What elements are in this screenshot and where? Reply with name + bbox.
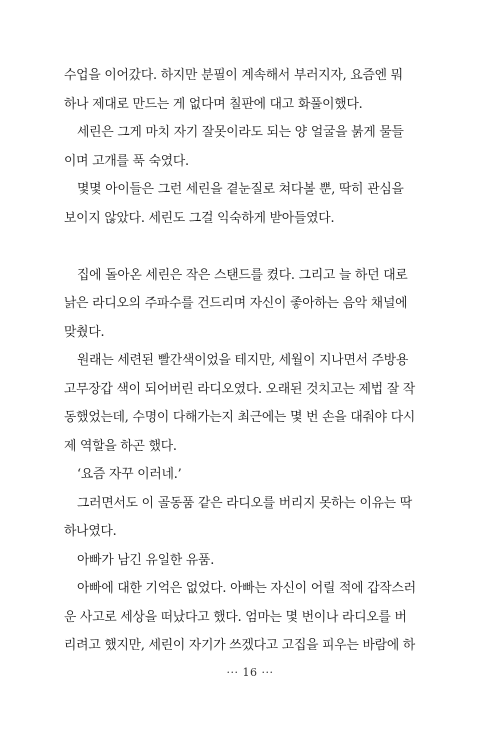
- section-break: [64, 233, 438, 262]
- text-line: 집에 돌아온 세린은 작은 스탠드를 켰다. 그리고 늘 하던 대로: [77, 267, 408, 283]
- text-line: 수업을 이어갔다. 하지만 분필이 계속해서 부러지자, 요즘엔 뭐: [64, 68, 403, 83]
- text-line: 하나였다.: [64, 524, 117, 539]
- text-line: 아빠가 남긴 유일한 유품.: [77, 552, 215, 568]
- text-line: 고무장갑 색이 되어버린 라디오였다. 오래된 것치고는 제법 잘 작: [64, 381, 416, 397]
- text-line: 원래는 세련된 빨간색이었을 테지만, 세월이 지나면서 주방용: [77, 353, 409, 368]
- text-line: 하나 제대로 만드는 게 없다며 칠판에 대고 화풀이했다.: [64, 96, 363, 112]
- text-line: 그러면서도 이 골동품 같은 라디오를 버리지 못하는 이유는 딱: [77, 495, 412, 511]
- text-line: 동했었는데, 수명이 다해가는지 최근에는 몇 번 손을 대줘야 다시: [64, 410, 416, 425]
- text-line: ‘요즘 자꾸 이러네.’: [77, 467, 182, 482]
- text-line: 운 사고로 세상을 떠났다고 했다. 엄마는 몇 번이나 라디오를 버: [64, 609, 407, 625]
- text-line: 제 역할을 하곤 했다.: [64, 438, 177, 454]
- text-line: 맞췄다.: [64, 324, 105, 340]
- text-line: 낡은 라디오의 주파수를 건드리며 자신이 좋아하는 음악 채널에: [64, 296, 408, 311]
- text-line: 리려고 했지만, 세린이 자기가 쓰겠다고 고집을 피우는 바람에 하: [64, 638, 416, 653]
- text-line: 보이지 않았다. 세린도 그걸 익숙하게 받아들였다.: [64, 210, 335, 226]
- text-line: 이며 고개를 푹 숙였다.: [64, 153, 189, 169]
- text-line: 세린은 그게 마치 자기 잘못이라도 되는 양 얼굴을 붉게 물들: [77, 125, 404, 140]
- text-line: 몇몇 아이들은 그런 세린을 곁눈질로 쳐다볼 뿐, 딱히 관심을: [77, 182, 404, 197]
- text-line: 아빠에 대한 기억은 없었다. 아빠는 자신이 어릴 적에 갑작스러: [77, 581, 416, 596]
- body-text: [64, 62, 438, 661]
- page-number: ··· 16 ···: [226, 666, 274, 679]
